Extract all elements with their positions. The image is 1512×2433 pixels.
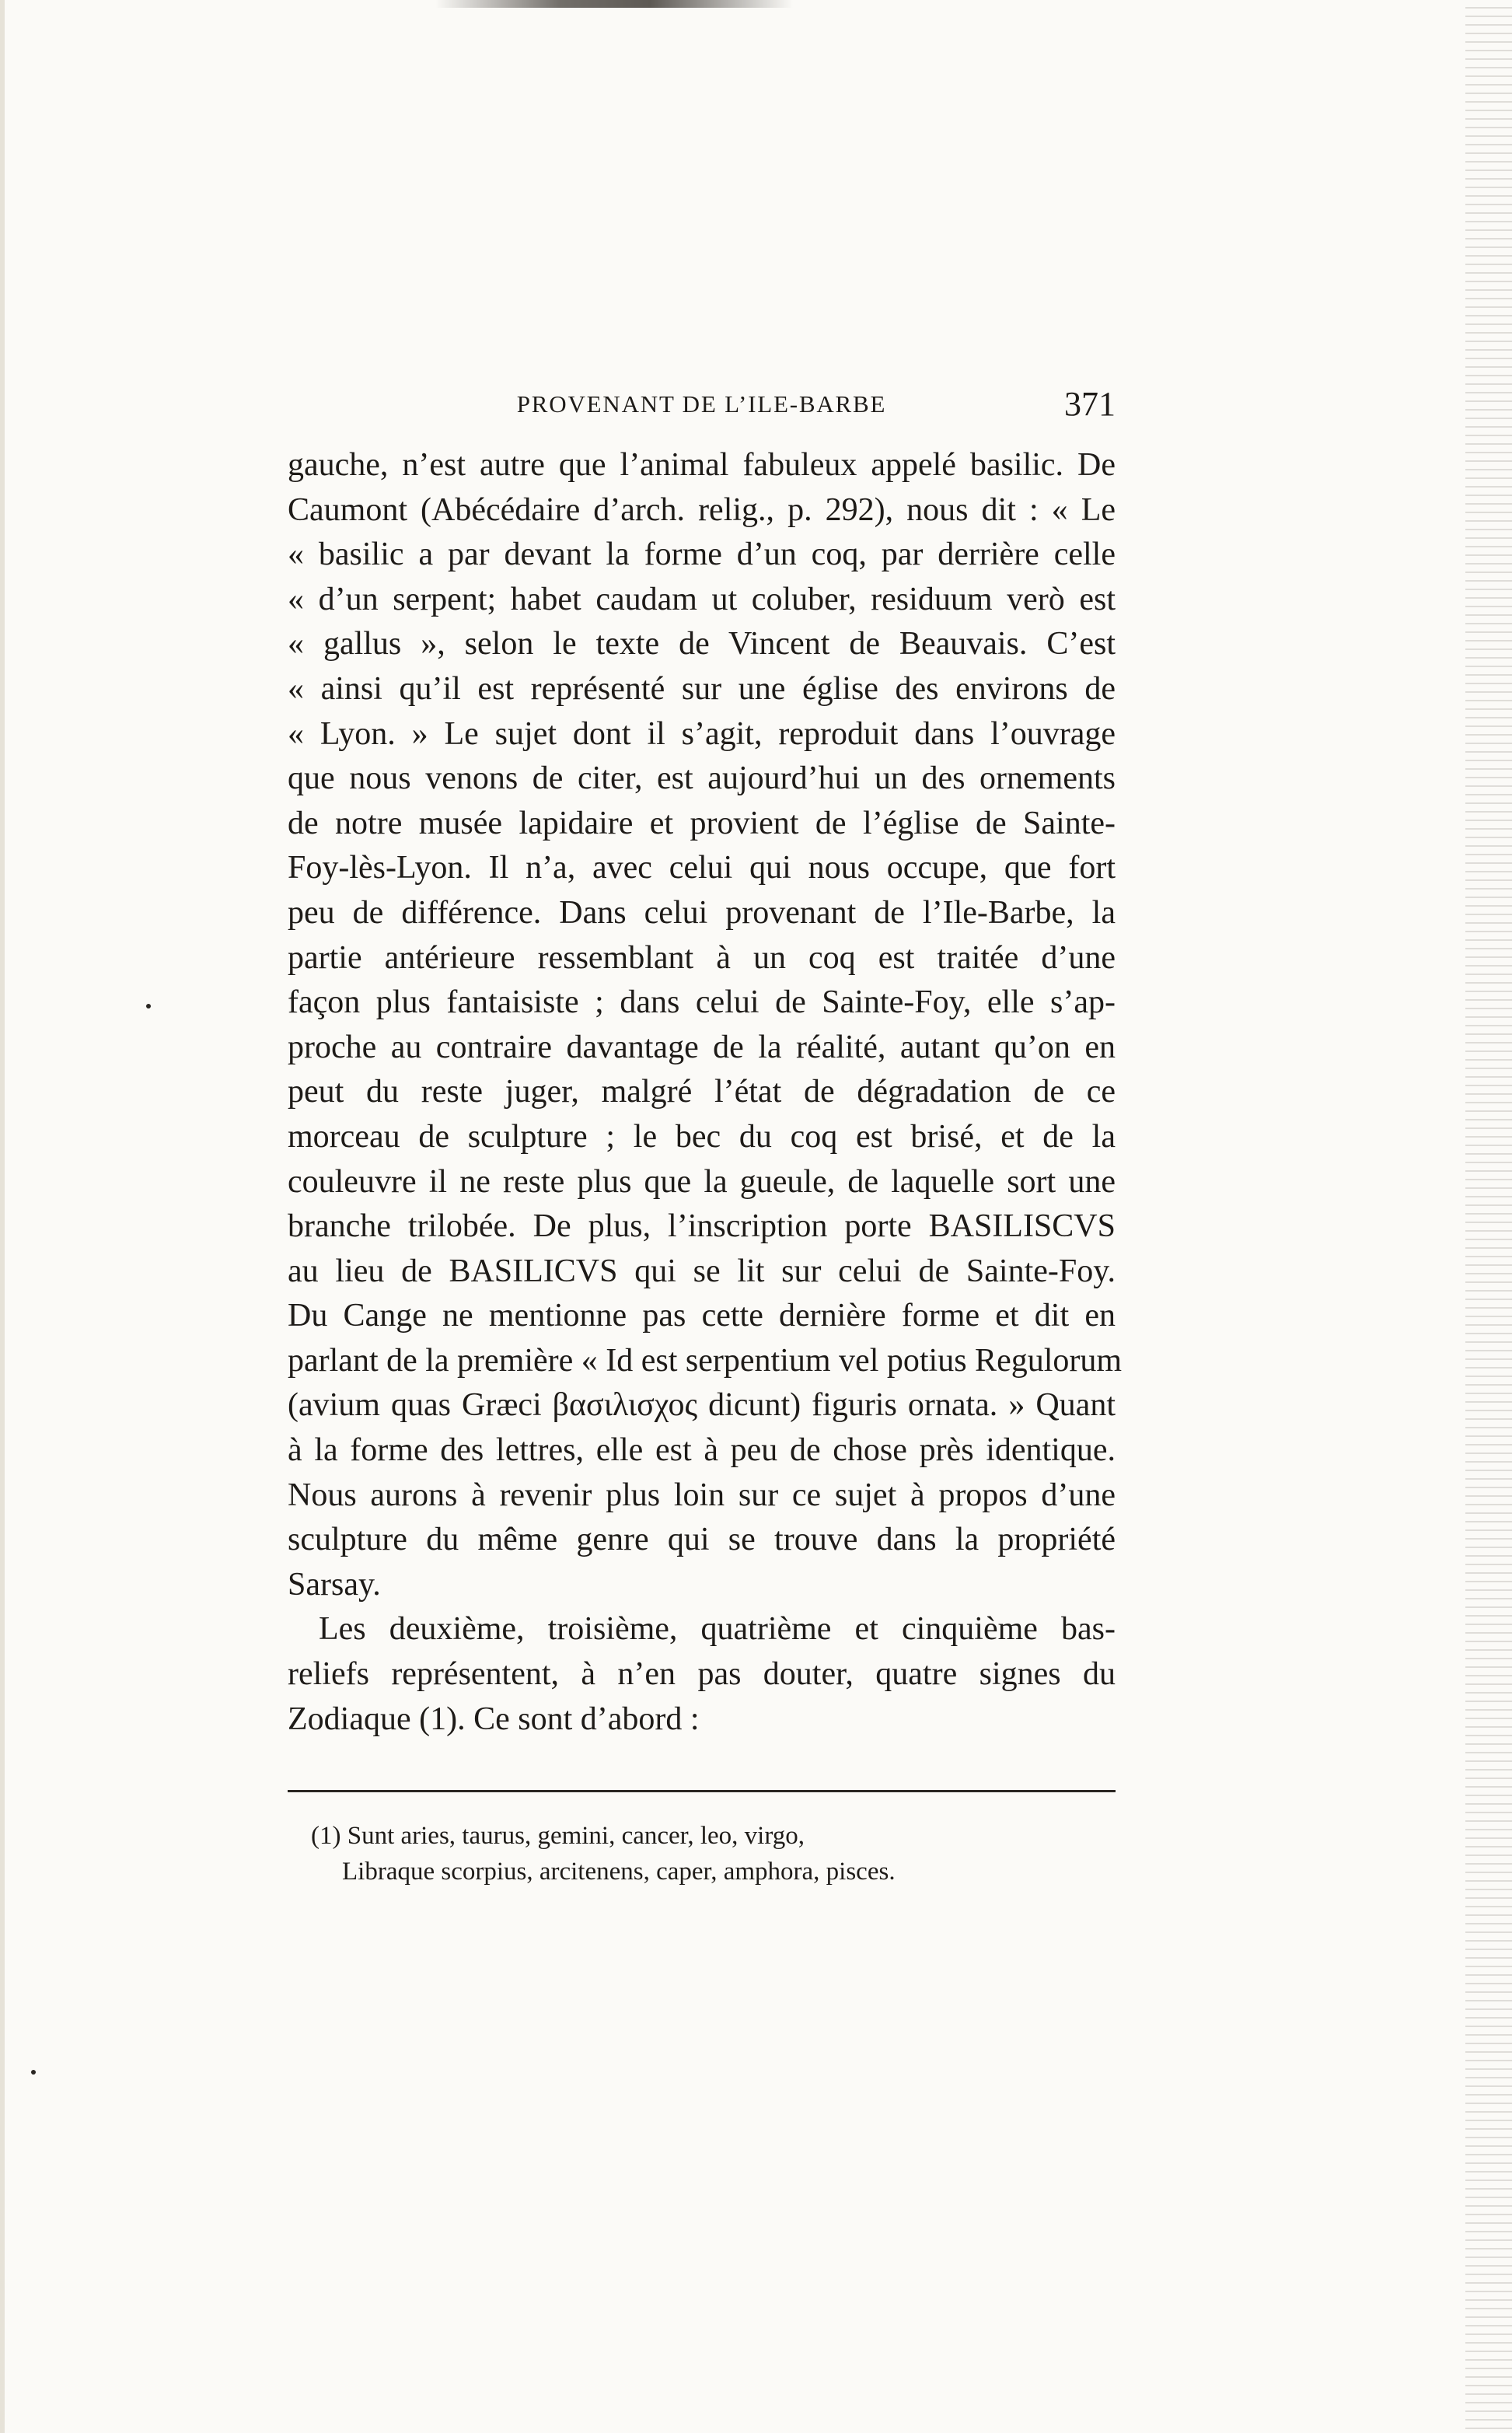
text-line: de notre musée lapidaire et provient de l’église de Sainte- [288,805,1116,841]
page-right-edge-stain [1465,0,1512,2433]
text-line: sculpture du même genre qui se trouve dans la propriété [288,1522,1116,1558]
text-line: que nous venons de citer, est aujourd’hui un des ornements [288,760,1116,797]
running-header [288,384,1116,423]
text-line: Sarsay. [288,1566,381,1603]
text-line: reliefs représentent, à n’en pas douter, quatre signes du [288,1656,1116,1693]
text-line: morceau de sculpture ; le bec du coq est brisé, et de la [288,1118,1116,1155]
ink-speck [146,1004,151,1009]
text-line: parlant de la première « Id est serpentium vel potius Regulorum [288,1342,1123,1379]
footnote [311,1818,1011,1889]
text-line: « d’un serpent; habet caudam ut coluber, residuum verò est [288,581,1116,617]
text-line: Caumont (Abécédaire d’arch. relig., p. 292), nous dit : « Le [288,491,1116,528]
text-line: peut du reste juger, malgré l’état de dégradation de ce [288,1074,1116,1110]
text-line: « ainsi qu’il est représenté sur une église des environs de [288,670,1116,707]
footnote-line: Libraque scorpius, arcitenens, caper, amphora, pisces. [342,1858,896,1886]
text-line: Du Cange ne mentionne pas cette dernière forme et dit en [288,1298,1116,1334]
text-line: peu de différence. Dans celui provenant de l’Ile-Barbe, la [288,894,1116,931]
text-line: « basilic a par devant la forme d’un coq, par derrière celle [288,537,1116,573]
text-line: Nous aurons à revenir plus loin sur ce sujet à propos d’une [288,1477,1116,1513]
page-top-edge-mark [435,0,793,8]
text-line: branche trilobée. De plus, l’inscription porte BASILISCVS [288,1208,1116,1245]
body-text [288,443,1123,1742]
text-line: au lieu de BASILICVS qui se lit sur celui de Sainte-Foy. [288,1253,1116,1289]
text-line: proche au contraire davantage de la réalité, autant qu’on en [288,1029,1116,1065]
text-line: couleuvre il ne reste plus que la gueule, de laquelle sort une [288,1163,1116,1200]
ink-speck [31,2070,36,2075]
running-title: PROVENANT DE L’ILE-BARBE [516,390,887,418]
footnote-line: (1) Sunt aries, taurus, gemini, cancer, leo, virgo, [311,1822,805,1850]
page-number: 371 [1064,385,1116,423]
footnote-rule [288,1790,1116,1792]
text-line: Zodiaque (1). Ce sont d’abord : [288,1701,700,1737]
text-line: partie antérieure ressemblant à un coq est traitée d’une [288,939,1116,976]
text-line: Foy-lès-Lyon. Il n’a, avec celui qui nous occupe, que fort [288,850,1116,886]
text-line: à la forme des lettres, elle est à peu de chose près identique. [288,1432,1116,1469]
text-line: Les deuxième, troisième, quatrième et cinquième bas- [319,1611,1116,1648]
text-line: « Lyon. » Le sujet dont il s’agit, reproduit dans l’ouvrage [288,715,1116,752]
text-line: façon plus fantaisiste ; dans celui de Sainte-Foy, elle s’ap- [288,984,1116,1021]
text-line: gauche, n’est autre que l’animal fabuleux appelé basilic. De [288,447,1116,483]
page-left-edge [0,0,5,2433]
text-line: (avium quas Græci βασιλισχος dicunt) figuris ornata. » Quant [288,1387,1116,1424]
text-line: « gallus », selon le texte de Vincent de Beauvais. C’est [288,626,1116,662]
